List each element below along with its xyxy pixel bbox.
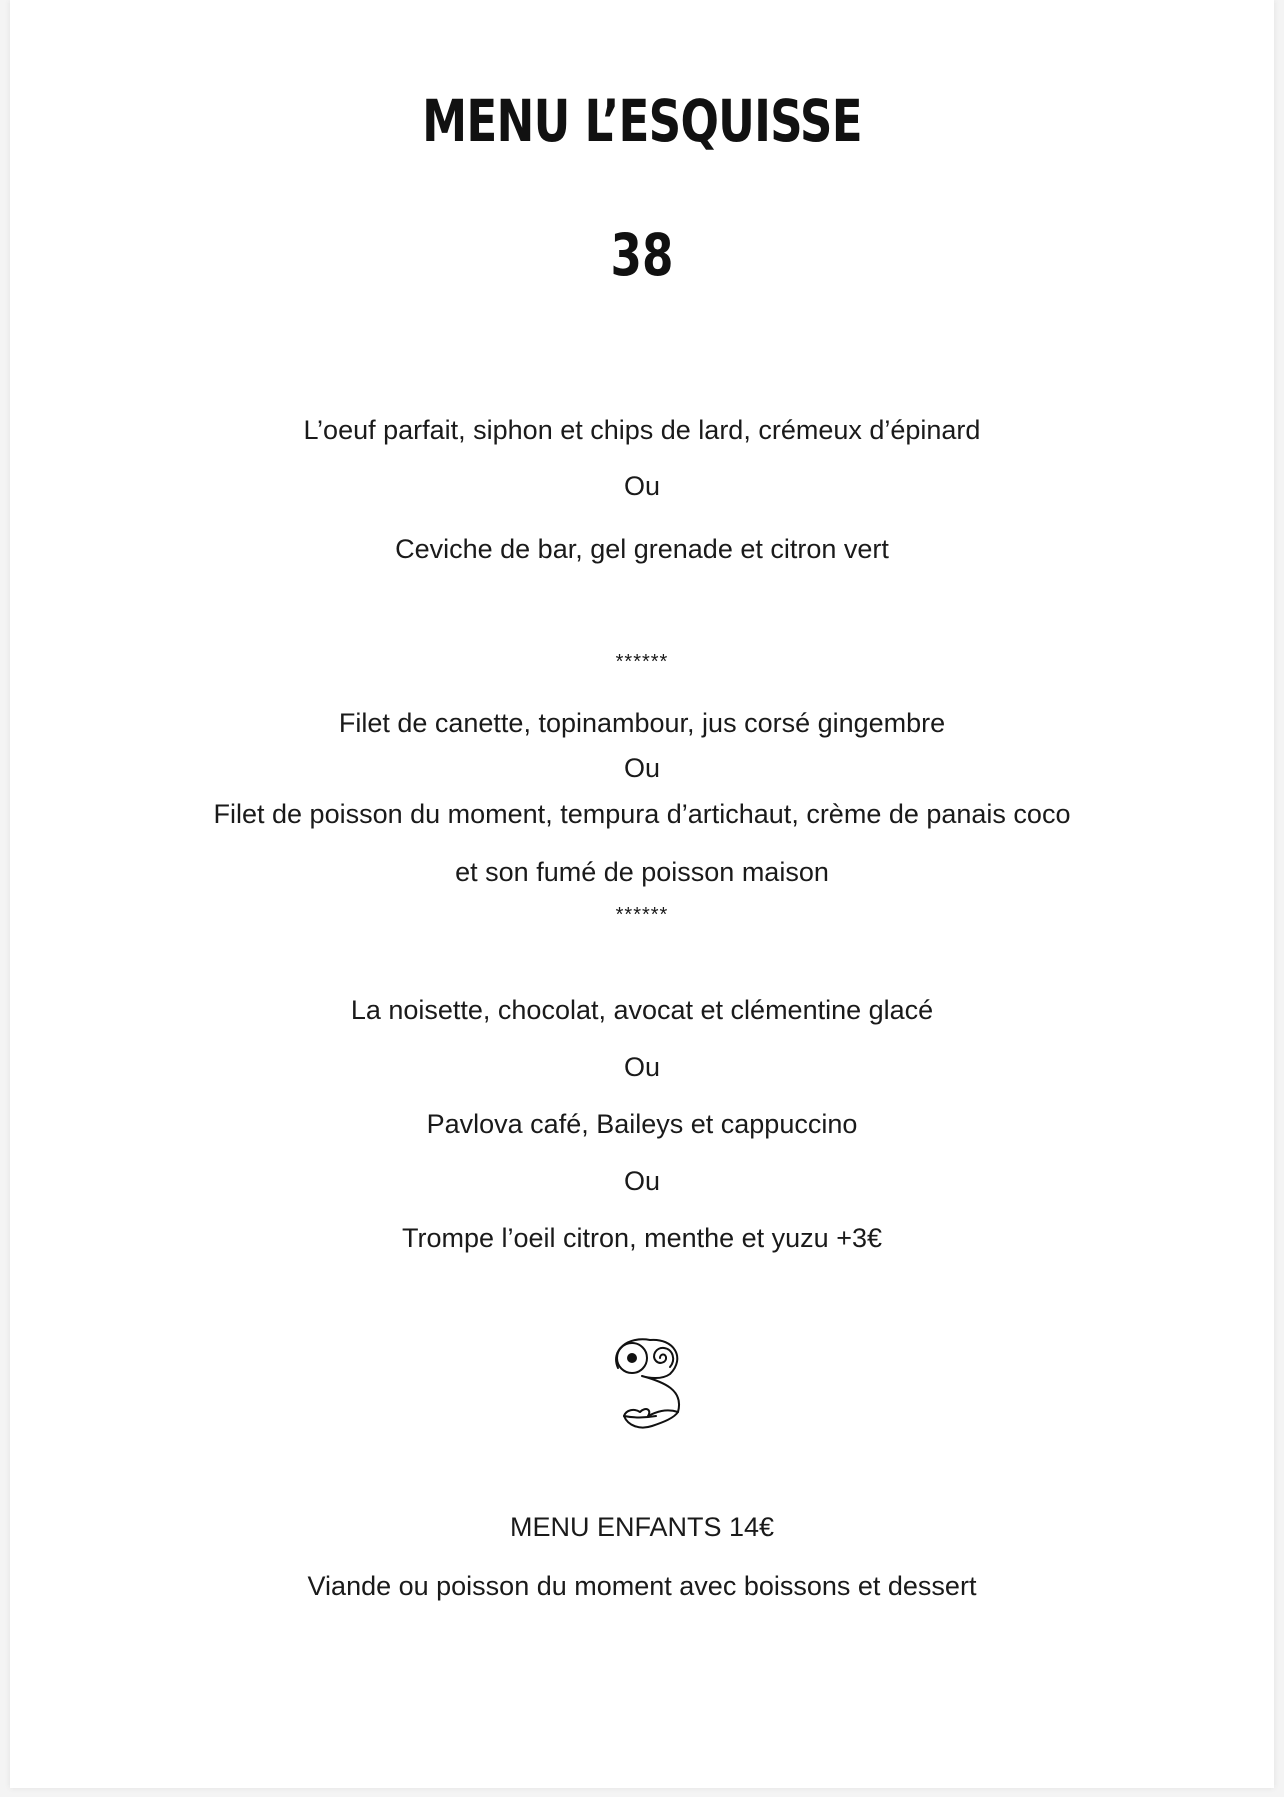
dessert-option-3: Trompe l’oeil citron, menthe et yuzu +3€ [402,1223,882,1253]
dessert-or-1: Ou [623,1052,661,1082]
menu-page [10,0,1274,1788]
menu-price: 38 [610,221,674,289]
starter-option-2: Ceviche de bar, gel grenade et citron vert [395,534,889,564]
dessert-option-2: Pavlova café, Baileys et cappuccino [426,1109,858,1139]
starter-or: Ou [623,471,661,501]
kids-menu-title: MENU ENFANTS 14€ [509,1512,775,1542]
separator-2: ****** [615,904,669,926]
dessert-option-1: La noisette, chocolat, avocat et clémentine glacé [350,995,934,1025]
menu-title: MENU L’ESQUISSE [422,87,862,155]
face-sketch-icon [604,1330,694,1442]
main-option-2: Filet de poisson du moment, tempura d’artichaut, crème de panais coco [213,799,1071,829]
main-option-1: Filet de canette, topinambour, jus corsé gingembre [338,708,946,738]
separator-1: ****** [615,651,669,673]
kids-menu-description: Viande ou poisson du moment avec boissons et dessert [307,1571,977,1601]
main-option-2-cont: et son fumé de poisson maison [455,857,829,887]
starter-option-1: L’oeuf parfait, siphon et chips de lard, crémeux d’épinard [303,415,981,445]
dessert-or-2: Ou [623,1166,661,1196]
main-or: Ou [623,753,661,783]
